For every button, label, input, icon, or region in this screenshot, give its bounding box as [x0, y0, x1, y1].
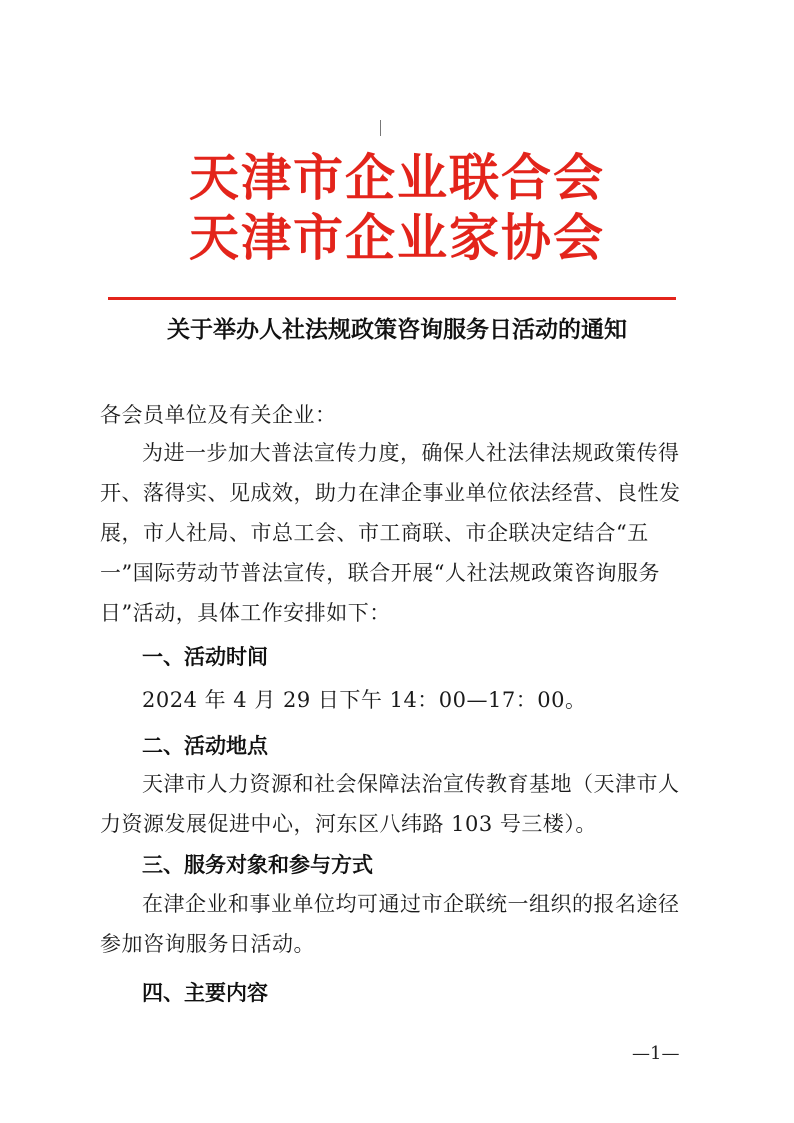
intro-paragraph: 为进一步加大普法宣传力度，确保人社法律法规政策传得开、落得实、见成效，助力在津企事业单位依法经营、良性发展，市人社局、市总工会、市工商联、市企联决定结合“五一”国际劳动节普法宣传，联合开展“人社法规政策咨询服务日”活动，具体工作安排如下：: [100, 441, 681, 625]
section-heading-time: 一、活动时间: [142, 645, 268, 669]
notice-title: 关于举办人社法规政策咨询服务日活动的通知: [167, 316, 627, 343]
margin-tick-mark: [380, 120, 381, 136]
page-number: —1—: [632, 1043, 680, 1064]
org-name-enterprise-confederation: 天津市企业联合会: [189, 149, 605, 207]
section-heading-main-content: 四、主要内容: [142, 981, 268, 1005]
section-text-location: 天津市人力资源和社会保障法治宣传教育基地（天津市人力资源发展促进中心，河东区八纬路 103 号三楼）。: [100, 772, 680, 836]
header-red-rule: [108, 297, 676, 300]
org-name-entrepreneurs-association: 天津市企业家协会: [189, 209, 605, 267]
section-heading-participants: 三、服务对象和参与方式: [142, 853, 373, 877]
section-text-time: 2024 年 4 月 29 日下午 14：00—17：00。: [142, 688, 587, 712]
salutation: 各会员单位及有关企业：: [100, 403, 337, 427]
section-heading-location: 二、活动地点: [142, 734, 268, 758]
section-text-participants: 在津企业和事业单位均可通过市企联统一组织的报名途径参加咨询服务日活动。: [100, 892, 680, 956]
